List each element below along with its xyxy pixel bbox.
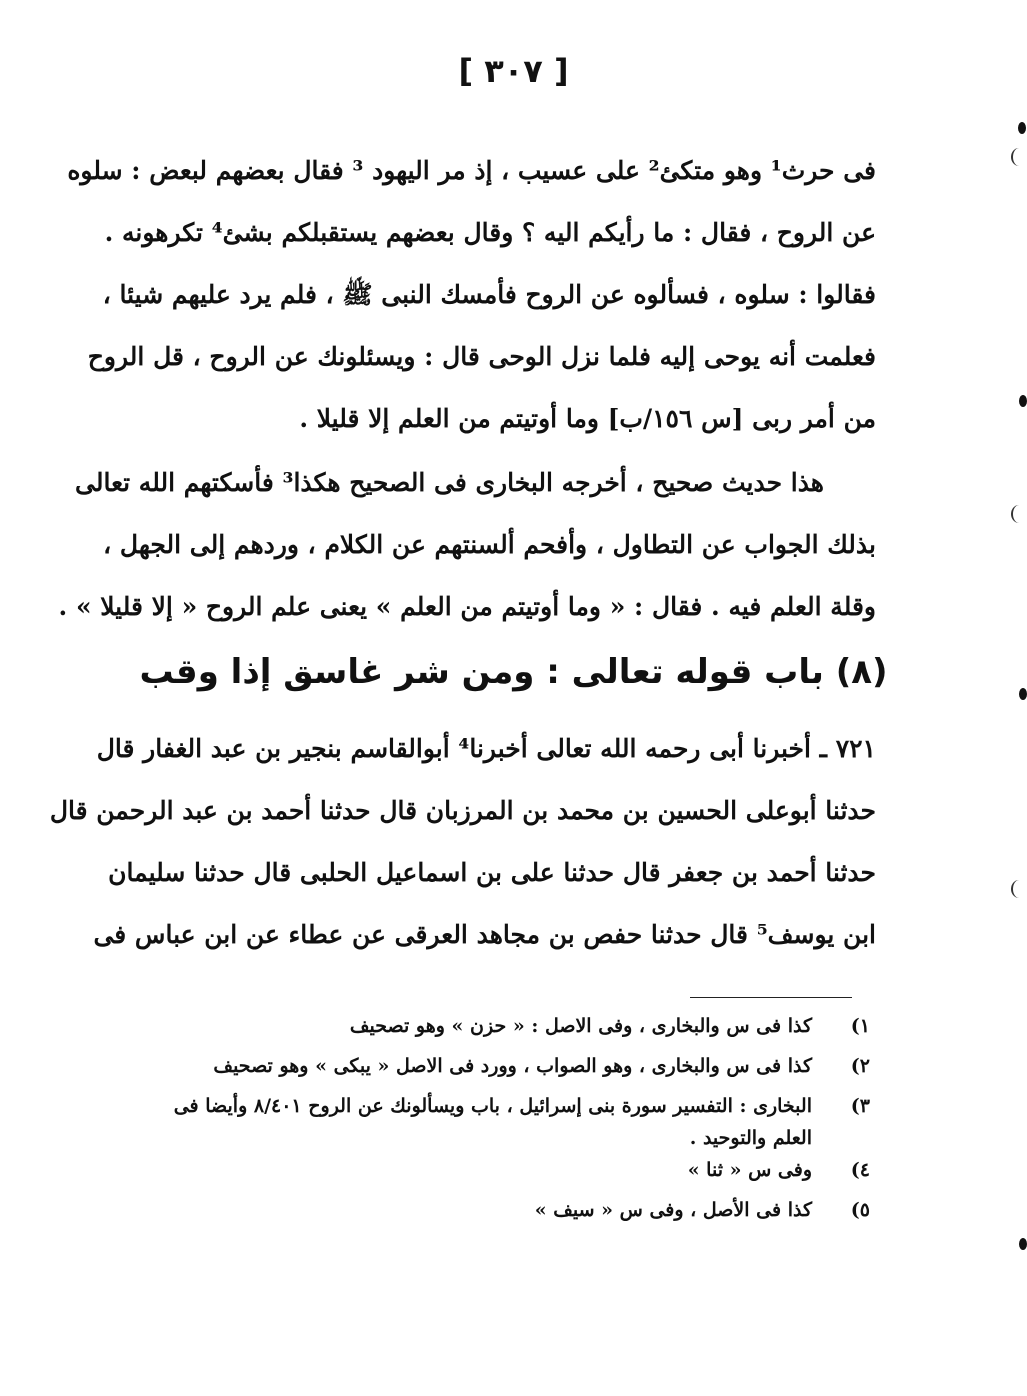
footnote-number: ١) — [850, 1015, 870, 1037]
footnote-number: ٤) — [850, 1159, 870, 1181]
scan-mark — [1019, 1238, 1027, 1250]
text-line: فقالوا : سلوه ، فسألوه عن الروح فأمسك النبى ﷺ ، فلم يرد عليهم شيئا ، — [102, 280, 876, 309]
footnote-number: ٥) — [850, 1199, 870, 1221]
footnotes — [150, 1010, 870, 1234]
scan-mark — [1011, 880, 1027, 898]
scan-mark — [1011, 148, 1027, 166]
text-line: ٧٢١ ـ أخبرنا أبى رحمه الله تعالى أخبرنا⁴ أبوالقاسم بنجير بن عبد الغفار قال — [96, 734, 876, 763]
text-line: بذلك الجواب عن التطاول ، وأفحم ألسنتهم عن الكلام ، وردهم إلى الجهل ، — [103, 530, 876, 559]
page-number-header: [ ٣٠٧ ] — [458, 52, 569, 90]
text-line: هذا حديث صحيح ، أخرجه البخارى فى الصحيح هكذا³ فأسكتهم الله تعالى — [75, 468, 824, 497]
footnote-item — [150, 1154, 870, 1194]
text-line: ابن يوسف⁵ قال حدثنا حفص بن مجاهد العرقى عن عطاء عن ابن عباس فى — [93, 920, 876, 949]
text-line: حدثنا أحمد بن جعفر قال حدثنا على بن اسماعيل الحلبى قال حدثنا سليمان — [108, 858, 876, 887]
footnote-text: كذا فى س والبخارى ، وهو الصواب ، وورد فى الاصل « يبكى » وهو تصحيف — [213, 1055, 812, 1077]
text-line: من أمر ربى [س ١٥٦/ب] وما أوتيتم من العلم إلا قليلا . — [299, 404, 876, 433]
paragraph-1 — [67, 140, 876, 450]
footnote-text: كذا فى س والبخارى ، وفى الاصل : « حزن » وهو تصحيف — [349, 1015, 812, 1037]
scan-mark — [1018, 122, 1026, 134]
footnote-divider — [690, 997, 852, 998]
scan-mark — [1019, 688, 1027, 700]
footnote-number: ٢) — [850, 1055, 870, 1077]
text-line: فى حرث¹ وهو متكئ² على عسيب ، إذ مر اليهود ³ فقال بعضهم لبعض : سلوه — [67, 156, 876, 185]
paragraph-2 — [58, 452, 876, 638]
footnote-item — [150, 1090, 870, 1154]
text-line: عن الروح ، فقال : ما رأيكم اليه ؟ وقال بعضهم يستقبلكم بشئ⁴ تكرهونه . — [104, 218, 876, 247]
footnote-item — [150, 1050, 870, 1090]
footnote-text: كذا فى الأصل ، وفى س « سيف » — [534, 1199, 812, 1221]
text-line: فعلمت أنه يوحى إليه فلما نزل الوحى قال : ويسئلونك عن الروح ، قل الروح — [87, 342, 876, 371]
paragraph-3 — [49, 718, 876, 966]
text-line: حدثنا أبوعلى الحسين بن محمد بن المرزبان قال حدثنا أحمد بن عبد الرحمن قال — [49, 796, 876, 825]
footnote-text: البخارى : التفسير سورة بنى إسرائيل ، باب ويسألونك عن الروح ٨/٤٠١ وأيضا فى العلم والتوحيد . — [173, 1095, 812, 1149]
footnote-item — [150, 1010, 870, 1050]
footnote-text: وفى س « ثنا » — [687, 1159, 812, 1181]
footnote-number: ٣) — [850, 1095, 870, 1117]
text-line: وقلة العلم فيه . فقال : « وما أوتيتم من العلم » يعنى علم الروح « إلا قليلا » . — [58, 592, 876, 621]
footnote-item — [150, 1194, 870, 1234]
scan-mark — [1019, 395, 1027, 407]
section-heading: (٨) باب قوله تعالى : ومن شر غاسق إذا وقب — [139, 652, 888, 692]
scan-mark — [1011, 505, 1027, 523]
